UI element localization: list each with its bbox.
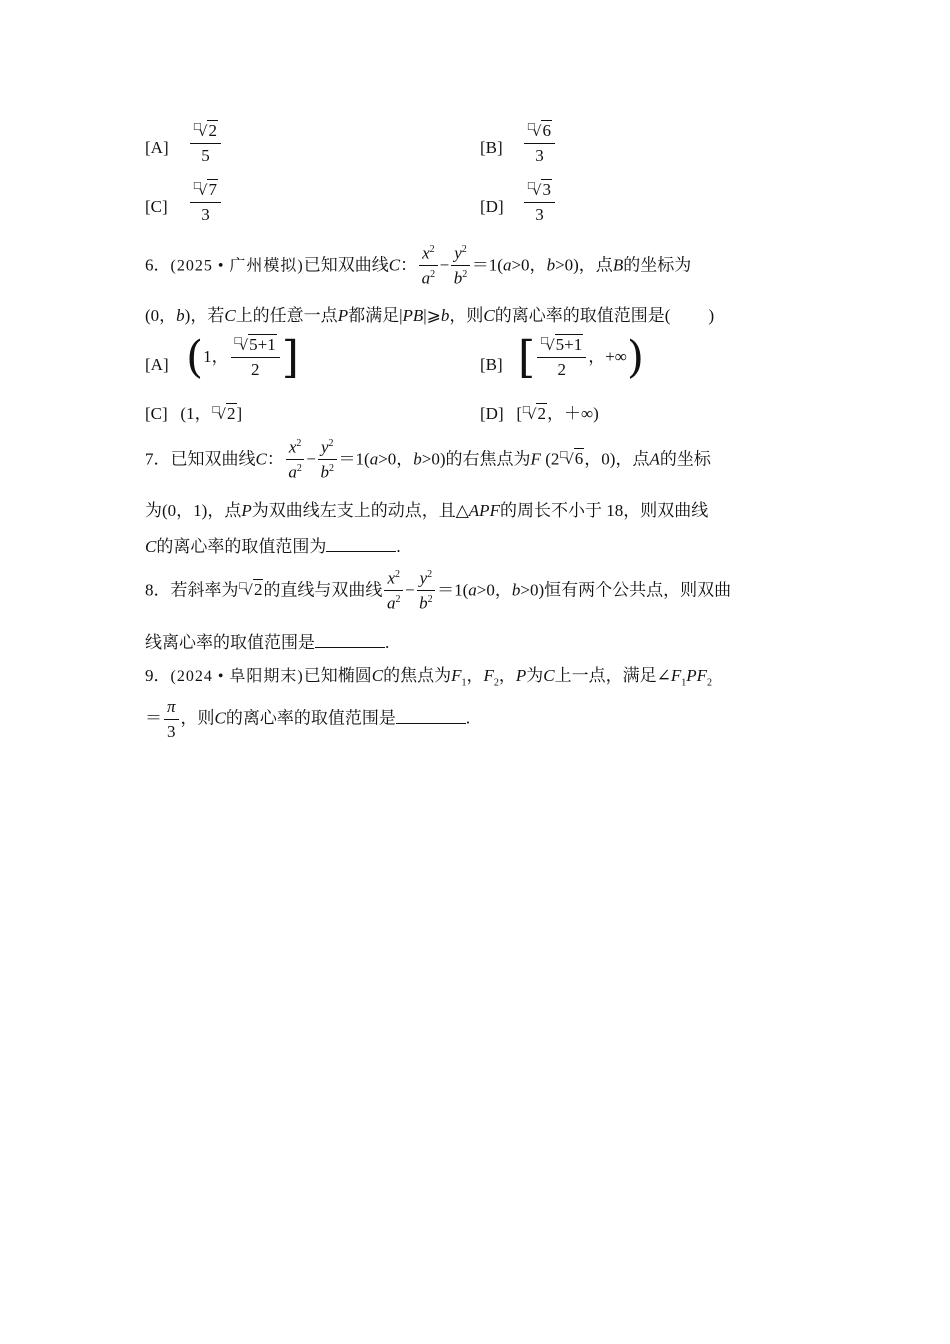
fraction-x2-a2: $\frac{x^2}{a^2}$: [419, 244, 438, 289]
q5-option-a: [145, 139, 169, 156]
q6-option-a-label: [A]: [145, 355, 169, 374]
q6-line-2: (0，b)，若C上的任意一点P都满足|PB|⩾b，则C的离心率的取值范围是( ): [145, 306, 715, 325]
q6-option-b-label: [B]: [480, 355, 503, 374]
q7-line-3: C的离心率的取值范围为 .: [145, 537, 401, 556]
q6-option-c: [C] (1，□√2]: [145, 404, 243, 423]
q5-option-b-value: $\frac{^□√6}{3}$: [522, 122, 557, 165]
q7-line-1: 7．已知双曲线C： $\frac{x^2}{a^2}$ − $\frac{y^2}{b^2}$ ＝1(a>0，b>0)的右焦点为F (2□√6，0)，点A的坐标: [145, 437, 711, 482]
q8-line-1: 8．若斜率为□√2的直线与双曲线 $\frac{x^2}{a^2}$ − $\frac{y^2}{b^2}$ ＝1(a>0，b>0)恒有两个公共点，则双曲: [145, 568, 732, 613]
answer-blank[interactable]: [326, 537, 396, 552]
question-number: 7．: [145, 449, 171, 469]
q5-option-a-value: $\frac{^□√2}{5}$: [188, 122, 223, 165]
q7-line-2: 为(0，1)，点P为双曲线左支上的动点，且△APF的周长不小于 18，则双曲线: [145, 501, 709, 520]
fraction-pi-3: $\frac{\pi}{3}$: [164, 698, 179, 741]
fraction-x2-a2: $\frac{x^2}{a^2}$: [384, 569, 403, 614]
q9-line-2: ＝ $\frac{\pi}{3}$ ，则C的离心率的取值范围是 .: [145, 697, 471, 741]
question-source: (2025 • 广州模拟): [170, 257, 304, 275]
answer-blank[interactable]: [396, 709, 466, 724]
q6-option-d: [D] [□√2，＋∞): [480, 404, 599, 423]
answer-blank[interactable]: [315, 633, 385, 648]
fraction-y2-b2: $\frac{y^2}{b^2}$: [318, 438, 337, 483]
q5-option-d: [480, 198, 504, 215]
option-label: [B]: [480, 138, 503, 157]
q6-option-a-value: (1， $\frac{^□√5+1}{2}$ ]: [186, 332, 299, 383]
q8-line-2: 线离心率的取值范围是 .: [145, 633, 390, 652]
question-number: 8．: [145, 580, 171, 600]
q5-option-c: [145, 198, 168, 215]
q6-line-1: 6．(2025 • 广州模拟)已知双曲线C： $\frac{x^2}{a^2}$ − $\frac{y^2}{b^2}$ ＝1(a>0，b>0)，点B的坐标为: [145, 243, 692, 288]
q9-line-1: 9．(2024 • 阜阳期末)已知椭圆C的焦点为$F_1$，$F_2$，P为C上一点，满足$\angle F_1PF_2$: [145, 666, 713, 689]
question-source: (2024 • 阜阳期末): [170, 668, 304, 685]
question-number: 9．: [145, 666, 171, 685]
question-number: 6．: [145, 255, 171, 275]
fraction-x2-a2: $\frac{x^2}{a^2}$: [286, 438, 305, 483]
option-label: [D]: [480, 197, 504, 216]
option-label: [A]: [145, 138, 169, 157]
q5-option-d-value: $\frac{^□√3}{3}$: [522, 181, 557, 224]
fraction-y2-b2: $\frac{y^2}{b^2}$: [451, 244, 470, 289]
q5-option-b: [480, 139, 503, 156]
option-label: [C]: [145, 197, 168, 216]
fraction-y2-b2: $\frac{y^2}{b^2}$: [417, 569, 436, 614]
q5-option-c-value: $\frac{^□√7}{3}$: [188, 181, 223, 224]
q6-option-b-value: [ $\frac{^□√5+1}{2}$ ，+∞): [518, 332, 645, 383]
